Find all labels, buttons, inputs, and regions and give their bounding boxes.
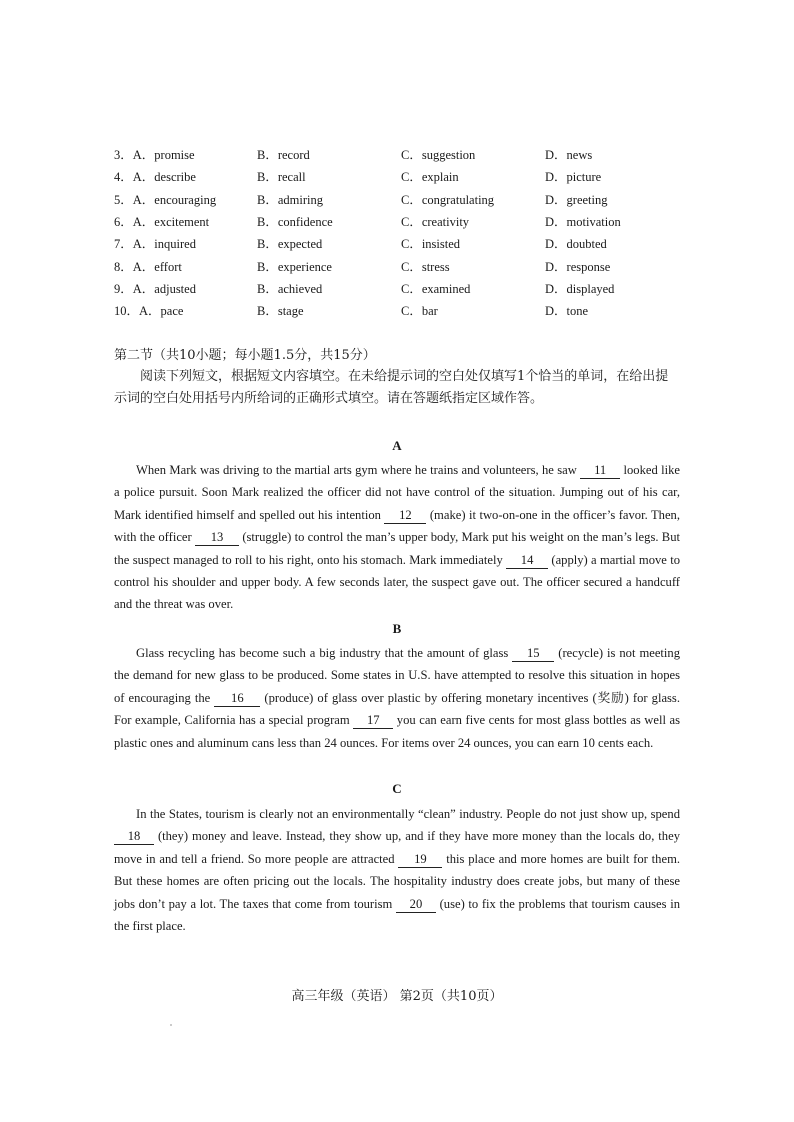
option-b: B．expected <box>257 237 323 252</box>
blank-13[interactable]: 13 <box>195 530 239 546</box>
blank-14[interactable]: 14 <box>506 553 548 569</box>
blank-20[interactable]: 20 <box>396 897 436 913</box>
passage-b-title: B <box>392 621 402 636</box>
option-c: C．stress <box>401 259 450 274</box>
option-c: C．bar <box>401 304 438 319</box>
section-heading: 第二节（共10小题；每小题1.5分，共15分） <box>114 348 376 363</box>
option-row-10 <box>114 299 694 321</box>
option-row-4 <box>114 165 694 187</box>
page-footer: 高三年级（英语） 第2页（共10页） <box>291 989 503 1004</box>
option-a: A．promise <box>132 148 195 163</box>
blank-18[interactable]: 18 <box>114 829 154 845</box>
question-number: 9． <box>114 281 133 296</box>
option-row-6 <box>114 210 694 232</box>
option-d: D．tone <box>545 304 589 319</box>
blank-12[interactable]: 12 <box>384 508 426 524</box>
blank-11[interactable]: 11 <box>580 463 620 479</box>
option-c: C．congratulating <box>401 192 495 207</box>
option-row-8 <box>114 254 694 276</box>
option-c: C．explain <box>401 170 459 185</box>
option-b: B．record <box>257 148 310 163</box>
option-d: D．doubted <box>545 237 607 252</box>
option-b: B．experience <box>257 259 332 274</box>
question-number: 4． <box>114 170 133 185</box>
blank-16[interactable]: 16 <box>214 691 260 707</box>
option-d: D．news <box>545 148 593 163</box>
option-b: B．stage <box>257 304 304 319</box>
option-d: D．greeting <box>545 192 608 207</box>
option-b: B．confidence <box>257 215 333 230</box>
option-row-3 <box>114 143 694 165</box>
options-table <box>114 143 694 321</box>
question-number: 7． <box>114 237 133 252</box>
option-c: C．insisted <box>401 237 461 252</box>
blank-19[interactable]: 19 <box>398 852 442 868</box>
option-a: A．excitement <box>132 215 210 230</box>
question-number: 3． <box>114 148 133 163</box>
option-b: B．admiring <box>257 192 323 207</box>
option-a: A．inquired <box>132 237 196 252</box>
option-row-9 <box>114 277 694 299</box>
question-number: 5． <box>114 192 133 207</box>
scan-speck <box>170 1024 172 1026</box>
option-d: D．picture <box>545 170 602 185</box>
passage-c-title: C <box>392 781 402 796</box>
blank-17[interactable]: 17 <box>353 713 393 729</box>
passage-a: When Mark was driving to the martial arts gym where he trains and volunteers, he saw 11 looked like a police pursuit. Soon Mark realized the officer did not have control of the situation. Jumping out of his car, Mark identified himself and spelled out his intention 12 (make) it two-on-one in the officer’s favor. Then, with the officer 13 (struggle) to control the man’s upper body, Mark put his weight on the man’s legs. But the suspect managed to roll to his right, onto his stomach. Mark immediately 14 (apply) a martial move to control his shoulder and upper body. A few seconds later, the suspect gave out. The officer secured a handcuff and the threat was over. <box>114 463 680 612</box>
option-b: B．achieved <box>257 281 323 296</box>
passage-a-title: A <box>392 438 402 453</box>
option-row-5 <box>114 188 694 210</box>
option-c: C．creativity <box>401 215 470 230</box>
question-number: 8． <box>114 259 133 274</box>
option-b: B．recall <box>257 170 306 185</box>
question-number: 6． <box>114 215 133 230</box>
question-number: 10． <box>114 304 140 319</box>
option-a: A．adjusted <box>132 281 196 296</box>
passage-b: Glass recycling has become such a big industry that the amount of glass 15 (recycle) is not meeting the demand for new glass to be produced. Some states in U.S. have attempted to resolve this situation in hopes of encouraging the 16 (produce) of glass over plastic by offering monetary incentives (奖励) for glass. For example, California has a special program 17 you can earn five cents for most glass bottles as well as plastic ones and aluminum cans less than 24 ounces. For items over 24 ounces, you can earn 10 cents each. <box>114 646 681 750</box>
option-a: A．effort <box>132 259 182 274</box>
option-a: A．pace <box>139 304 184 319</box>
passage-c: In the States, tourism is clearly not an environmentally “clean” industry. People do not just show up, spend 18 (they) money and leave. Instead, they show up, and if they have more money than the locals do, they move in and tell a friend. So more people are attracted 19 this place and more homes are built for them. But these homes are often pricing out the locals. The hospitality industry does create jobs, but many of these jobs don’t pay a lot. The taxes that come from tourism 20 (use) to fix the problems that tourism causes in the first place. <box>114 807 681 934</box>
section-instructions: 阅读下列短文，根据短文内容填空。在未给提示词的空白处仅填写1个恰当的单词，在给出提示词的空白处用括号内所给词的正确形式填空。请在答题纸指定区域作答。 <box>114 369 669 406</box>
blank-15[interactable]: 15 <box>512 646 554 662</box>
option-row-7 <box>114 232 694 254</box>
option-a: A．encouraging <box>132 192 217 207</box>
option-c: C．suggestion <box>401 148 476 163</box>
option-c: C．examined <box>401 281 471 296</box>
option-a: A．describe <box>132 170 196 185</box>
option-d: D．response <box>545 259 611 274</box>
option-d: D．motivation <box>545 215 621 230</box>
option-d: D．displayed <box>545 281 615 296</box>
